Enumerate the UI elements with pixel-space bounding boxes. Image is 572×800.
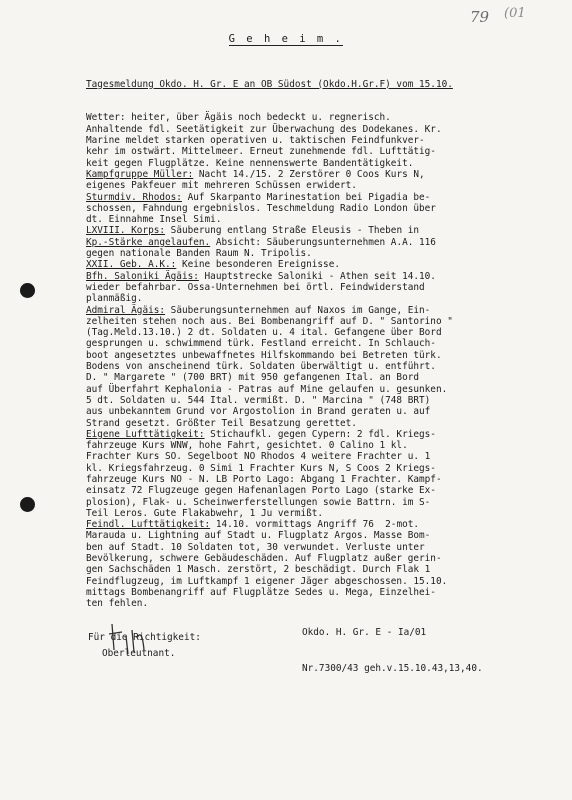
report-line bbox=[86, 327, 546, 338]
report-line bbox=[86, 384, 546, 395]
report-line bbox=[86, 146, 546, 157]
section-label: Bfh. Saloniki Ägäis: bbox=[86, 270, 199, 282]
report-line bbox=[86, 519, 546, 530]
section-label: Eigene Lufttätigkeit: bbox=[86, 428, 205, 440]
section-label: LXVIII. Korps: bbox=[86, 225, 166, 237]
report-line bbox=[86, 474, 546, 485]
sender-line-1: Okdo. H. Gr. E - Ia/01 bbox=[302, 627, 427, 638]
punch-hole-bottom bbox=[20, 497, 35, 512]
line-text: Feindflugzeug, im Luftkampf 1 eigener Jäger abgeschossen. 15.10. bbox=[86, 575, 448, 587]
line-text: gegen nationale Banden Raum N. Tripolis. bbox=[86, 248, 312, 260]
sender-line-2: Nr.7300/43 geh.v.15.10.43,13,40. bbox=[302, 663, 483, 674]
line-text: Marine meldet starken operativen u. taktischen Feindfunkver- bbox=[86, 135, 425, 147]
report-line bbox=[86, 587, 546, 598]
report-line bbox=[86, 135, 546, 146]
pencil-page-number: 79 bbox=[470, 8, 490, 26]
line-text: Absicht: Säuberungsunternehmen A.A. 116 bbox=[210, 236, 436, 248]
line-text: fahrzeuge Kurs NO - N. LB Porto Lago: Abgang 1 Frachter. Kampf- bbox=[86, 473, 442, 485]
report-line bbox=[86, 282, 546, 293]
line-text: Teil Leros. Gute Flakabwehr, 1 Ju vermißt. bbox=[86, 507, 324, 519]
report-line bbox=[86, 395, 546, 406]
report-line bbox=[86, 564, 546, 575]
line-text: Strand gesetzt. Größter Teil Besatzung gerettet. bbox=[86, 417, 357, 429]
line-text: Säuberung entlang Straße Eleusis - Theben in bbox=[165, 225, 420, 237]
certification-label: Für die Richtigkeit: bbox=[88, 632, 201, 643]
line-text: Nacht 14./15. 2 Zerstörer 0 Coos Kurs N, bbox=[193, 168, 425, 180]
line-text: Keine besonderen Ereignisse. bbox=[176, 259, 340, 271]
line-text: Hauptstrecke Saloniki - Athen seit 14.10. bbox=[198, 270, 436, 282]
report-line bbox=[86, 542, 546, 553]
line-text: zelheiten stehen noch aus. Bei Bombenangriff auf D. " Santorino " bbox=[86, 315, 453, 327]
line-text: 14.10. vormittags Angriff 76 2-mot. bbox=[210, 519, 420, 531]
line-text: D. " Margarete " (700 BRT) mit 950 gefangenen Ital. an Bord bbox=[86, 372, 420, 384]
line-text: Wetter: heiter, über Ägäis noch bedeckt u. regnerisch. bbox=[86, 112, 391, 124]
line-text: Bodens von anscheinend türk. Soldaten überwältigt u. entführt. bbox=[86, 361, 436, 373]
line-text: Frachter Kurs SO. Segelboot NO Rhodos 4 weitere Frachter u. 1 bbox=[86, 451, 431, 463]
report-line bbox=[86, 497, 546, 508]
line-text: auf Überfahrt Kephalonia - Patras auf Mine gelaufen u. gesunken. bbox=[86, 383, 448, 395]
line-text: boot angesetztes unbewaffnetes Hilfskommando bei Betreten türk. bbox=[86, 349, 442, 361]
report-line bbox=[86, 350, 546, 361]
section-label: Kp.-Stärke angelaufen. bbox=[86, 236, 211, 248]
line-text: kehr im ostwärt. Mittelmeer. Erneut zunehmende fdl. Lufttätig- bbox=[86, 146, 436, 158]
report-line bbox=[86, 293, 546, 304]
report-line bbox=[86, 418, 546, 429]
report-line bbox=[86, 338, 546, 349]
line-text: eigenes Pakfeuer mit mehreren Schüssen erwidert. bbox=[86, 180, 357, 192]
section-label: Feindl. Lufttätigkeit: bbox=[86, 519, 211, 531]
report-line bbox=[86, 463, 546, 474]
line-text: ten fehlen. bbox=[86, 598, 149, 610]
line-text: wieder befahrbar. Ossa-Unternehmen bei örtl. Feindwiderstand bbox=[86, 281, 425, 293]
line-text: einsatz 72 Flugzeuge gegen Hafenanlagen Porto Lago (starke Ex- bbox=[86, 485, 436, 497]
section-label: Kampfgruppe Müller: bbox=[86, 168, 194, 180]
report-line bbox=[86, 451, 546, 462]
report-line bbox=[86, 259, 546, 270]
report-line bbox=[86, 553, 546, 564]
report-line bbox=[86, 406, 546, 417]
section-label: Sturmdiv. Rhodos: bbox=[86, 191, 182, 203]
line-text: Auf Skarpanto Marinestation bei Pigadia be- bbox=[181, 191, 431, 203]
report-line bbox=[86, 192, 546, 203]
report-line bbox=[86, 271, 546, 282]
line-text: Säuberungsunternehmen auf Naxos im Gange, Ein- bbox=[165, 304, 431, 316]
line-text: (Tag.Meld.13.10.) 2 dt. Soldaten u. 4 ital. Gefangene über Bord bbox=[86, 327, 442, 339]
line-text: kl. Kriegsfahrzeug. 0 Simi 1 Frachter Kurs N, S Coos 2 Kriegs- bbox=[86, 462, 436, 474]
report-heading: Tagesmeldung Okdo. H. Gr. E an OB Südost (Okdo.H.Gr.F) vom 15.10. bbox=[86, 78, 453, 90]
line-text: gesprungen u. schwimmend türk. Festland erreicht. In Schlauch- bbox=[86, 338, 436, 350]
line-text: fahrzeuge Kurs WNW, hohe Fahrt, gesichtet. 0 Calino 1 kl. bbox=[86, 440, 408, 452]
report-line bbox=[86, 508, 546, 519]
line-text: mittags Bombenangriff auf Flugplätze Sedes u. Mega, Einzelhei- bbox=[86, 586, 436, 598]
report-line bbox=[86, 576, 546, 587]
rank-label: Oberleutnant. bbox=[102, 648, 176, 659]
report-line bbox=[86, 305, 546, 316]
punch-hole-top bbox=[20, 283, 35, 298]
line-text: gen Sachschäden 1 Masch. zerstört, 2 beschädigt. Durch Flak 1 bbox=[86, 564, 431, 576]
line-text: schossen, Fahndung ergebnislos. Teschmeldung Radio London über bbox=[86, 202, 436, 214]
report-line bbox=[86, 429, 546, 440]
report-line bbox=[86, 203, 546, 214]
line-text: planmäßig. bbox=[86, 293, 143, 305]
document-title bbox=[0, 33, 572, 45]
line-text: aus unbekanntem Grund vor Argostolion in Brand geraten u. auf bbox=[86, 406, 431, 418]
section-label: XXII. Geb. A.K.: bbox=[86, 259, 177, 271]
report-line bbox=[86, 361, 546, 372]
report-line bbox=[86, 530, 546, 541]
report-lines bbox=[86, 112, 546, 609]
report-line bbox=[86, 237, 546, 248]
report-line bbox=[86, 225, 546, 236]
line-text: Marauda u. Lightning auf Stadt u. Flugplatz Argos. Masse Bom- bbox=[86, 530, 431, 542]
report-line bbox=[86, 372, 546, 383]
report-line bbox=[86, 124, 546, 135]
line-text: dt. Einnahme Insel Simi. bbox=[86, 214, 222, 226]
section-label: Admiral Ägäis: bbox=[86, 304, 166, 316]
line-text: plosion), Flak- u. Scheinwerferstellungen sowie Battrn. im S- bbox=[86, 496, 431, 508]
line-text: Stichaufkl. gegen Cypern: 2 fdl. Kriegs- bbox=[204, 428, 436, 440]
report-line bbox=[86, 169, 546, 180]
report-line bbox=[86, 248, 546, 259]
report-line bbox=[86, 440, 546, 451]
report-line bbox=[86, 316, 546, 327]
line-text: Bevölkerung, schwere Gebäudeschäden. Auf Flugplatz außer gerin- bbox=[86, 553, 442, 565]
report-line bbox=[86, 214, 546, 225]
report-line bbox=[86, 158, 546, 169]
line-text: ben auf Stadt. 10 Soldaten tot, 30 verwundet. Verluste unter bbox=[86, 541, 425, 553]
report-line bbox=[86, 180, 546, 191]
report-body bbox=[86, 56, 546, 632]
report-line bbox=[86, 112, 546, 123]
title-text: G e h e i m . bbox=[228, 33, 344, 45]
line-text: Anhaltende fdl. Seetätigkeit zur Überwachung des Dodekanes. Kr. bbox=[86, 123, 442, 135]
line-text: keit gegen Flugplätze. Keine nennenswerte Bandentätigkeit. bbox=[86, 157, 414, 169]
line-text: 5 dt. Soldaten u. 544 Ital. vermißt. D. " Marcina " (748 BRT) bbox=[86, 394, 431, 406]
pencil-mark: (01 bbox=[504, 6, 526, 21]
sender-reference bbox=[302, 603, 483, 699]
report-line bbox=[86, 485, 546, 496]
